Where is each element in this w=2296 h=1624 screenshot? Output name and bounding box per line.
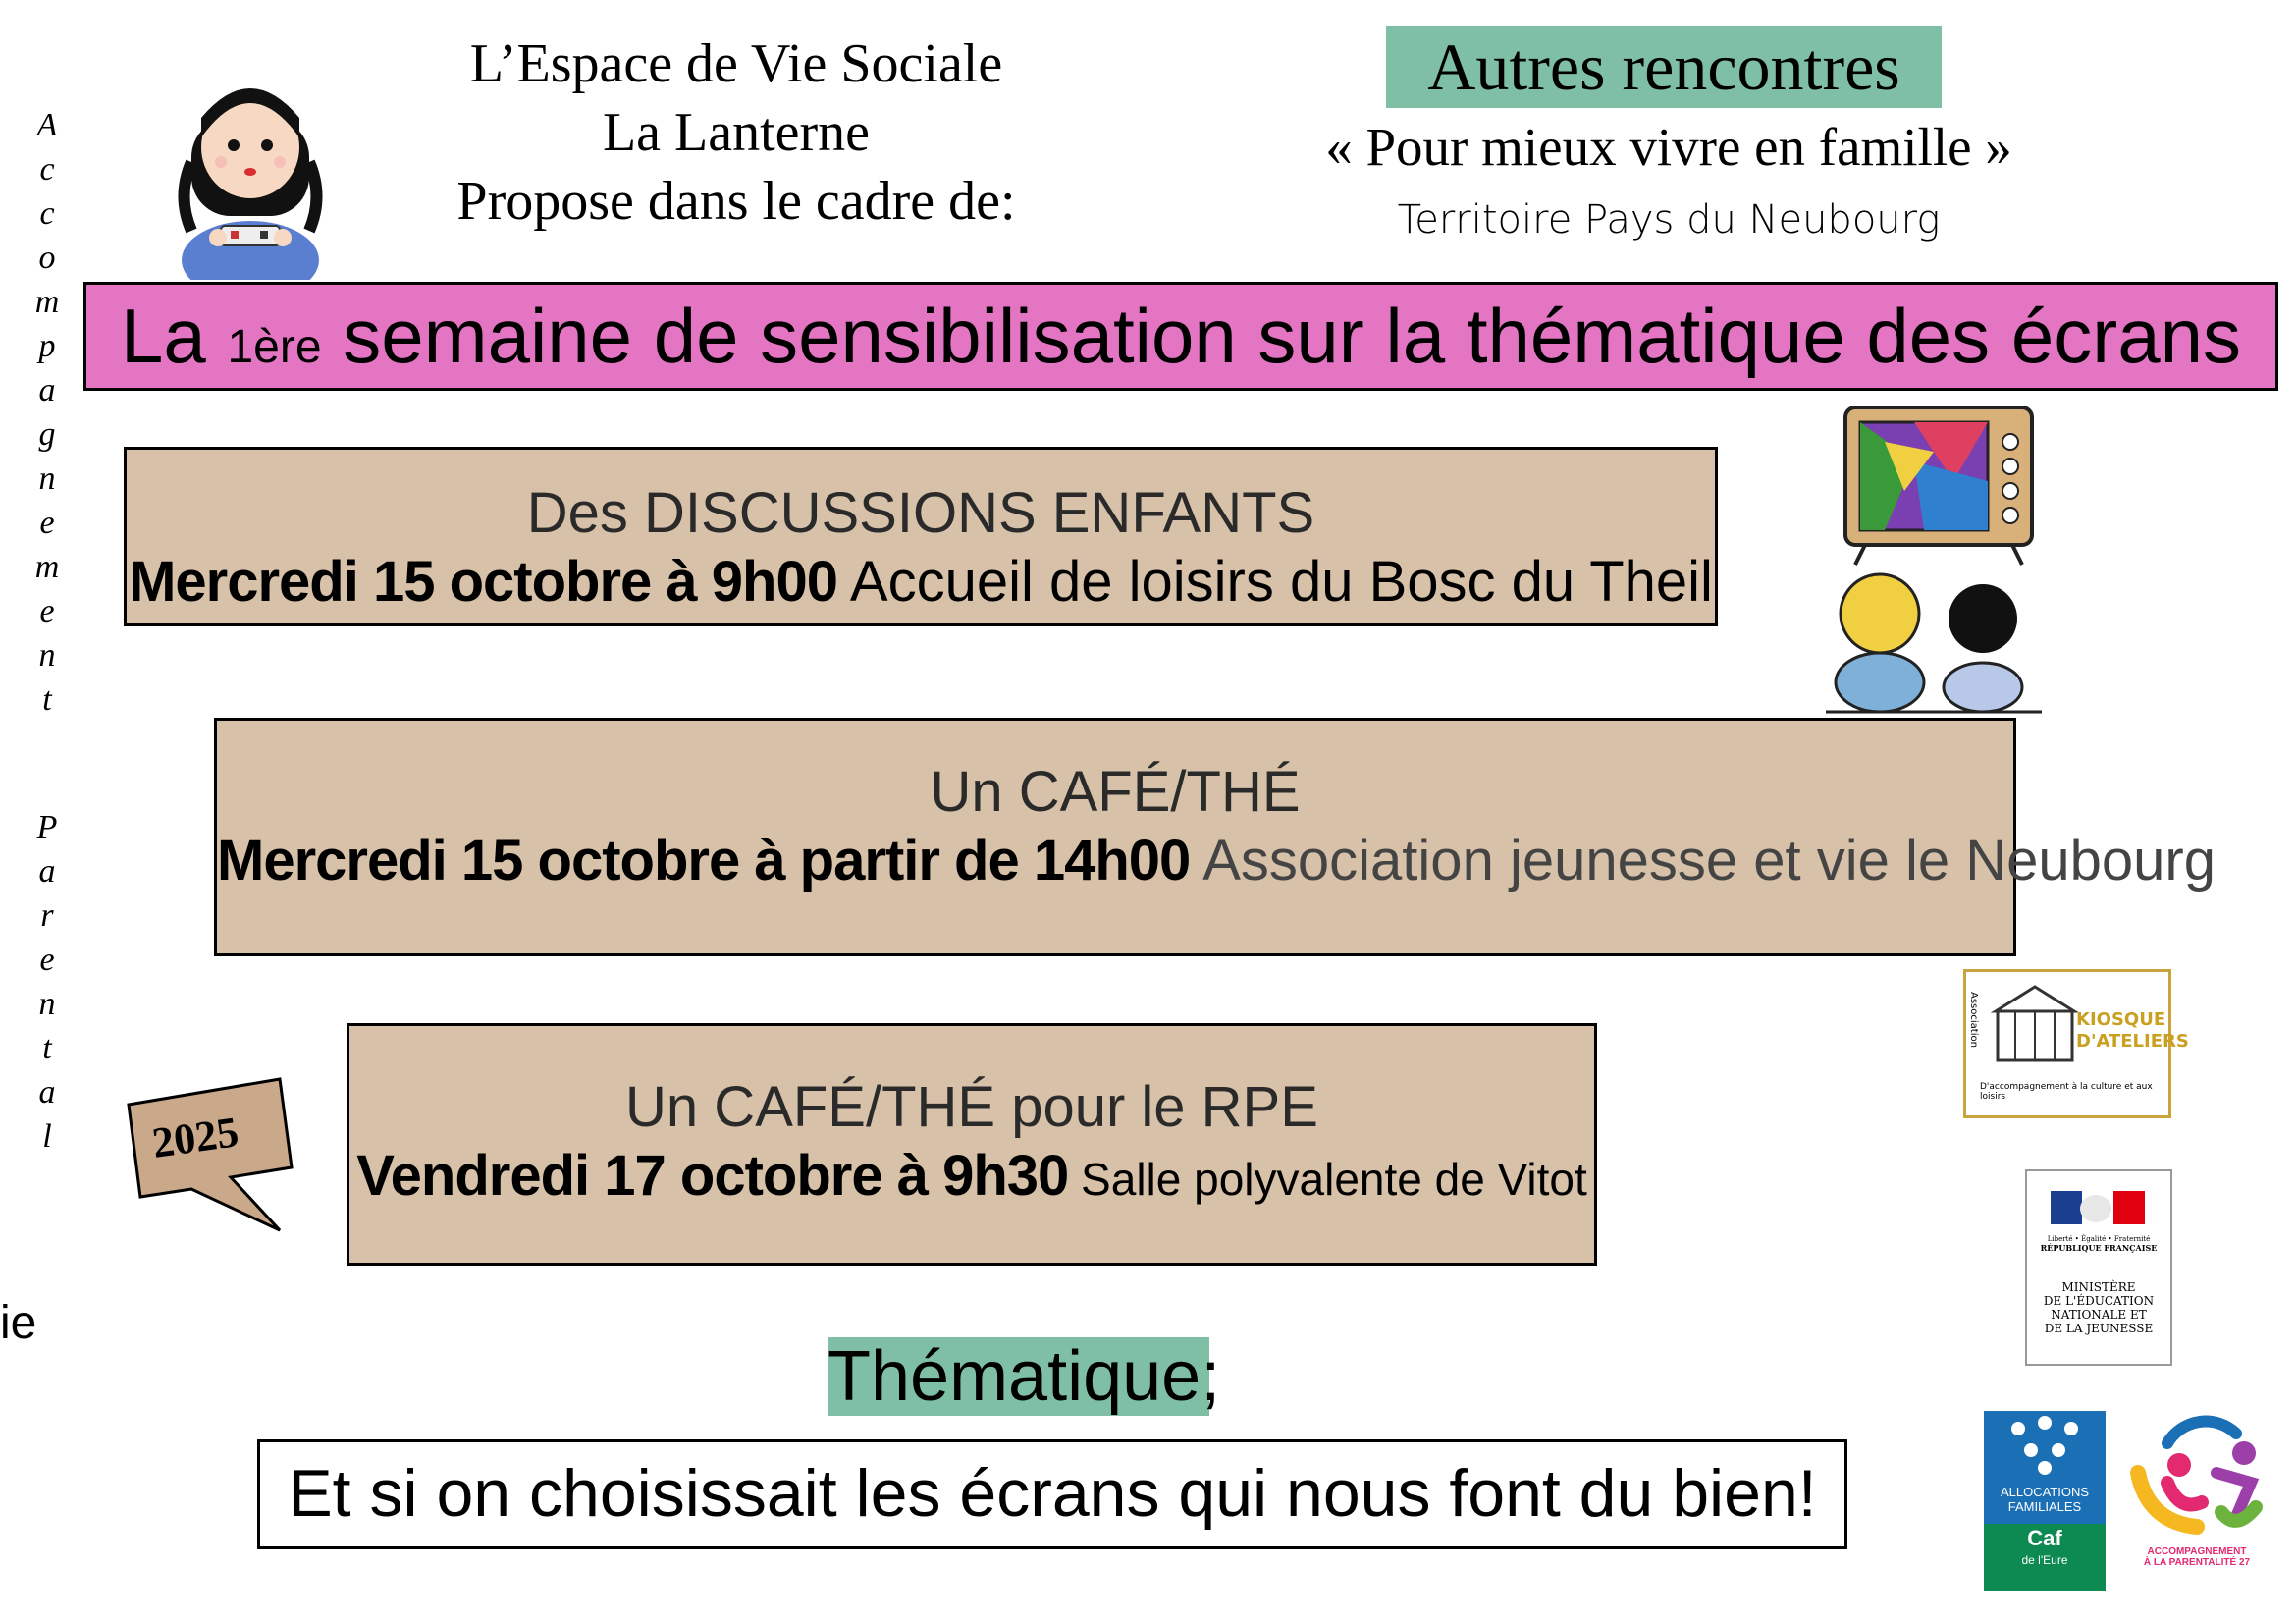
girl-gaming-illustration [167, 69, 334, 280]
banner-title: semaine de sensibilisation sur la thématique des écrans [321, 293, 2241, 379]
territory-label: Territoire Pays du Neubourg [1397, 197, 1941, 243]
kiosque-tagline: D'accompagnement à la culture et aux loisirs [1980, 1082, 2153, 1102]
vertical-letter: n [38, 986, 56, 1022]
vertical-letter: t [42, 1030, 52, 1066]
caf-line1: ALLOCATIONS [2000, 1485, 2090, 1499]
vertical-letter: l [42, 1118, 52, 1155]
event-title: Un CAFÉ/THÉ pour le RPE [625, 1075, 1318, 1139]
vertical-letter: c [39, 195, 55, 232]
year-label: 2025 [149, 1108, 241, 1167]
organizer-name: L’Espace de Vie Sociale [469, 33, 1003, 94]
vertical-letter: t [42, 681, 52, 718]
caf-line2: FAMILIALES [2007, 1499, 2082, 1514]
ministere-line: DE L'ÉDUCATION [2043, 1294, 2155, 1308]
event-place: Accueil de loisirs du Bosc du Theil [836, 550, 1713, 614]
vertical-letter: g [38, 416, 56, 453]
event-date: Mercredi 15 octobre à 9h00 [129, 550, 837, 614]
event-place: Salle polyvalente de Vitot [1068, 1154, 1587, 1205]
event-title: Un CAFÉ/THÉ [930, 760, 1301, 824]
rf-label: RÉPUBLIQUE FRANÇAISE [2040, 1243, 2158, 1253]
kiosque-name: KIOSQUE D'ATELIERS [2076, 1009, 2189, 1052]
parentalite-27-logo [2128, 1414, 2266, 1581]
autres-rencontres-label: Autres rencontres [1386, 26, 1942, 108]
vertical-letter: r [40, 897, 54, 934]
vertical-letter: m [34, 284, 60, 320]
ministere-name [2027, 1280, 2170, 1335]
vertical-letter: m [34, 549, 60, 585]
vertical-word-parental [27, 805, 67, 1159]
caf-line3: Caf [2027, 1526, 2062, 1550]
ministere-line: DE LA JEUNESSE [2044, 1322, 2154, 1335]
thematique-label: Thématique; [828, 1337, 1221, 1416]
event-date: Vendredi 17 octobre à 9h30 [356, 1144, 1069, 1208]
vertical-letter: e [39, 593, 55, 629]
event-box-cafe-the [214, 718, 2216, 956]
event-box-cafe-the-rpe [347, 1023, 1597, 1266]
banner-ordinal: 1ère [227, 321, 322, 373]
thematique-statement: Et si on choisissait les écrans qui nous font du bien! [257, 1439, 1847, 1549]
vertical-word-accompagnement [27, 103, 67, 722]
caf-logo [1984, 1411, 2106, 1591]
parentalite-line2: À LA PARENTALITÉ 27 [2143, 1557, 2251, 1568]
event-box-discussions [124, 447, 1718, 626]
vertical-letter: A [36, 107, 58, 143]
kids-watching-tv-illustration [1826, 403, 2042, 717]
year-speech-bubble [123, 1075, 299, 1232]
vertical-letter: a [38, 1074, 56, 1110]
main-banner [83, 282, 2278, 391]
event-title: Des DISCUSSIONS ENFANTS [526, 481, 1315, 545]
vertical-letter: a [38, 853, 56, 890]
vertical-letter: c [39, 151, 55, 188]
kiosque-ateliers-logo [1963, 969, 2189, 1118]
ministere-line: NATIONALE ET [2051, 1308, 2147, 1322]
ministere-line: MINISTÈRE [2061, 1280, 2136, 1294]
kiosque-vertical-label: Association [1968, 992, 1979, 1048]
vertical-letter: P [36, 809, 58, 845]
vertical-letter: e [39, 942, 55, 978]
vertical-letter: p [38, 328, 56, 364]
vertical-letter: n [38, 637, 56, 674]
program-slogan: « Pour mieux vivre en famille » [1325, 117, 2012, 177]
organizer-intro: Propose dans le cadre de: [456, 171, 1016, 232]
organizer-subname: La Lanterne [602, 102, 871, 163]
vertical-letter: a [38, 372, 56, 408]
event-date: Mercredi 15 octobre à partir de 14h00 [217, 829, 1191, 893]
ministere-education-logo [2025, 1169, 2172, 1366]
rf-motto: Liberté • Égalité • Fraternité [2047, 1235, 2151, 1243]
vertical-letter: n [38, 460, 56, 497]
organizer-header [393, 29, 1080, 236]
vertical-letter: e [39, 505, 55, 541]
banner-prefix: La [121, 293, 228, 379]
caf-line4: de l'Eure [2021, 1553, 2068, 1567]
stray-text: ie [0, 1297, 37, 1349]
parentalite-line1: ACCOMPAGNEMENT [2147, 1546, 2247, 1557]
vertical-letter: o [38, 240, 56, 276]
event-place: Association jeunesse et vie le Neubourg [1190, 829, 2216, 893]
